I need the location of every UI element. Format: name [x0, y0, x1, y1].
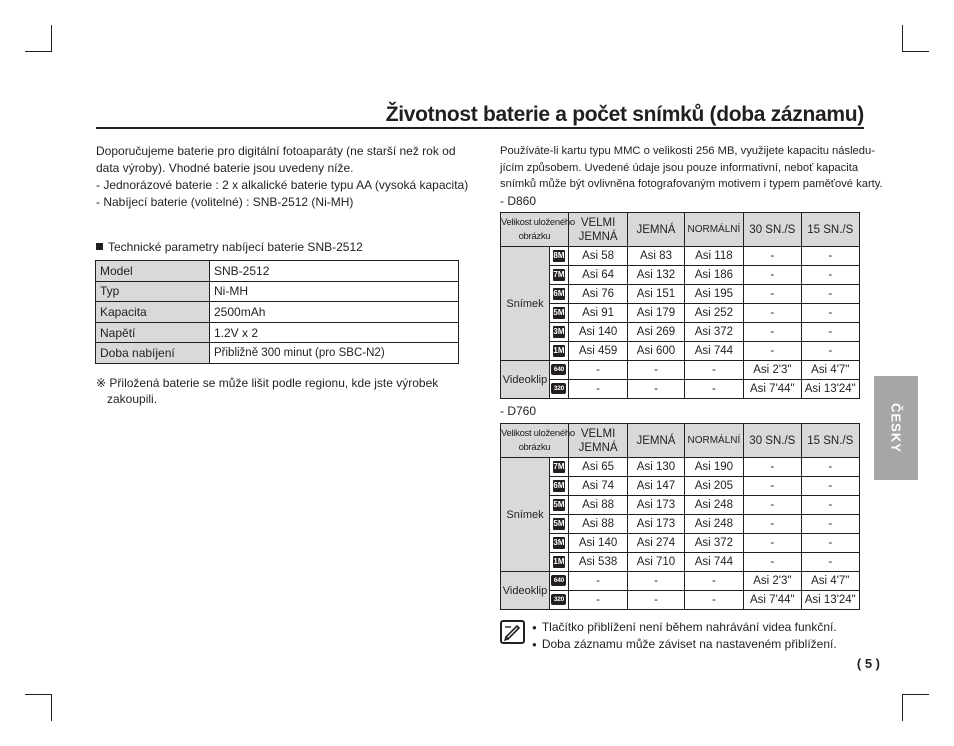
cell-normal: -	[684, 380, 743, 399]
col-header-15fps: 15 SN./S	[801, 424, 859, 458]
cell-fine: Asi 147	[628, 477, 684, 496]
table-header-row	[501, 213, 860, 247]
cell-fine: Asi 179	[628, 304, 684, 323]
cell-fps30: Asi 2'3"	[744, 361, 801, 380]
cell-fine: Asi 130	[628, 458, 684, 477]
cell-fps30: -	[744, 323, 801, 342]
table-row	[501, 247, 860, 266]
intro-line: Používáte-li kartu typu MMC o velikosti 256 MB, využijete kapacitu následu-	[500, 145, 875, 157]
size-icon-cell	[550, 591, 569, 610]
crop-mark-top-left-v	[51, 25, 52, 52]
cell-vfine: Asi 538	[568, 553, 627, 572]
note-text: Přiložená baterie se může lišit podle regionu, kde jste výrobek	[109, 376, 439, 390]
header-text: obrázku	[518, 441, 551, 453]
cell-normal: Asi 118	[684, 247, 743, 266]
intro-line: jícím způsobem. Uvedené údaje jsou pouze informativní, neboť kapacita	[500, 161, 859, 174]
cell-fps15: -	[801, 323, 859, 342]
cell-fps30: -	[744, 515, 801, 534]
cell-vfine: -	[568, 361, 627, 380]
spec-heading	[96, 240, 363, 254]
table-body	[501, 247, 860, 399]
tips-list	[532, 619, 837, 653]
cell-fps15: -	[801, 247, 859, 266]
table-row	[501, 591, 860, 610]
size-icon-cell	[550, 477, 569, 496]
cell-normal: Asi 190	[684, 458, 743, 477]
table-row	[96, 343, 459, 364]
col-header-normal: NORMÁLNÍ	[684, 424, 743, 458]
spec-value: Přibližně 300 minut (pro SBC-N2)	[210, 343, 459, 364]
row-group-still: Snímek	[501, 247, 550, 361]
table-row	[501, 458, 860, 477]
model-label-d860: - D860	[500, 194, 537, 208]
note-pencil-icon-svg	[502, 622, 523, 642]
movie-size-icon: 640	[551, 575, 566, 586]
spec-label: Model	[96, 261, 210, 282]
cell-fps30: Asi 7'44"	[744, 591, 801, 610]
cell-fps15: -	[801, 458, 859, 477]
spec-label: Doba nabíjení	[96, 343, 210, 364]
image-size-icon: 3M	[553, 326, 565, 336]
cell-fps15: Asi 13'24"	[801, 380, 859, 399]
cell-vfine: -	[568, 591, 627, 610]
cell-fps15: -	[801, 515, 859, 534]
image-size-icon: 5M	[553, 518, 565, 528]
size-icon-cell	[550, 380, 569, 399]
size-icon-cell	[550, 323, 569, 342]
cell-fine: Asi 173	[628, 515, 684, 534]
memory-intro	[500, 143, 883, 193]
cell-fps30: -	[744, 458, 801, 477]
cell-vfine: Asi 58	[568, 247, 627, 266]
table-row	[501, 285, 860, 304]
crop-mark-bottom-left-h	[25, 694, 52, 695]
header-text: JEMNÁ	[578, 230, 618, 243]
spec-value: SNB-2512	[210, 261, 459, 282]
table-row	[96, 322, 459, 343]
image-size-icon: 1M	[553, 345, 565, 355]
cell-normal: Asi 248	[684, 496, 743, 515]
note-pencil-icon	[500, 620, 525, 644]
cell-fps30: Asi 7'44"	[744, 380, 801, 399]
cell-fps15: -	[801, 477, 859, 496]
cell-fps30: -	[744, 266, 801, 285]
spec-label: Napětí	[96, 322, 210, 343]
cell-fps15: Asi 4'7"	[801, 361, 859, 380]
cell-fps30: Asi 2'3"	[744, 572, 801, 591]
image-size-icon: 7M	[553, 461, 565, 471]
header-text: VELMI	[580, 427, 616, 440]
cell-vfine: Asi 65	[568, 458, 627, 477]
col-header-fine: JEMNÁ	[628, 424, 684, 458]
cell-fine: Asi 83	[628, 247, 684, 266]
table-header	[501, 213, 860, 247]
table-row	[501, 572, 860, 591]
movie-size-icon: 320	[551, 594, 566, 605]
table-row	[501, 553, 860, 572]
image-size-icon: 8M	[553, 250, 565, 260]
image-size-icon: 1M	[553, 556, 565, 566]
size-icon-cell	[550, 572, 569, 591]
cell-fine: -	[628, 361, 684, 380]
size-icon-cell	[550, 247, 569, 266]
header-text: Velikost uloženého	[501, 427, 575, 439]
cell-normal: Asi 186	[684, 266, 743, 285]
table-body	[501, 458, 860, 610]
col-header-image-size	[501, 213, 575, 247]
spec-value: 2500mAh	[210, 302, 459, 323]
col-header-30fps: 30 SN./S	[744, 424, 801, 458]
size-icon-cell	[550, 553, 569, 572]
spec-label: Typ	[96, 281, 210, 302]
cell-vfine: Asi 140	[568, 323, 627, 342]
movie-size-icon: 320	[551, 383, 566, 394]
cell-fine: Asi 173	[628, 496, 684, 515]
cell-fps15: -	[801, 342, 859, 361]
cell-fps30: -	[744, 342, 801, 361]
cell-fine: Asi 269	[628, 323, 684, 342]
cell-fps15: -	[801, 534, 859, 553]
row-group-still: Snímek	[501, 458, 550, 572]
table-row	[501, 266, 860, 285]
cell-vfine: Asi 91	[568, 304, 627, 323]
page-number: ( 5 )	[856, 656, 880, 671]
image-size-icon: 5M	[553, 499, 565, 509]
size-icon-cell	[550, 515, 569, 534]
size-icon-cell	[550, 496, 569, 515]
intro-line: Doporučujeme baterie pro digitální fotoaparáty (ne starší než rok od	[96, 144, 456, 158]
row-group-movie: Videoklip	[501, 572, 550, 610]
title-underline	[96, 127, 864, 129]
cell-vfine: -	[568, 380, 627, 399]
table-row	[96, 281, 459, 302]
image-size-icon: 5M	[553, 307, 565, 317]
cell-fps15: -	[801, 266, 859, 285]
size-icon-cell	[550, 534, 569, 553]
capacity-table-d860	[500, 212, 860, 399]
note-text: zakoupili.	[107, 392, 158, 406]
cell-fps30: -	[744, 285, 801, 304]
crop-mark-bottom-right-v	[902, 694, 903, 721]
table-row	[501, 496, 860, 515]
image-size-icon: 6M	[553, 480, 565, 490]
cell-normal: Asi 252	[684, 304, 743, 323]
cell-fine: -	[628, 591, 684, 610]
page-title: Životnost baterie a počet snímků (doba záznamu)	[385, 103, 864, 126]
spec-heading-text: Technické parametry nabíjecí baterie SNB-2512	[108, 240, 363, 254]
crop-mark-top-right-h	[902, 51, 929, 52]
cell-fps15: -	[801, 304, 859, 323]
cell-vfine: Asi 88	[568, 515, 627, 534]
cell-normal: Asi 195	[684, 285, 743, 304]
size-icon-cell	[550, 304, 569, 323]
cell-fine: Asi 151	[628, 285, 684, 304]
cell-normal: Asi 744	[684, 342, 743, 361]
battery-intro	[96, 143, 469, 211]
size-icon-cell	[550, 361, 569, 380]
table-row	[501, 342, 860, 361]
cell-normal: Asi 744	[684, 553, 743, 572]
header-text: JEMNÁ	[578, 441, 618, 454]
cell-vfine: Asi 459	[568, 342, 627, 361]
crop-mark-top-left-h	[25, 51, 52, 52]
cell-fine: -	[628, 572, 684, 591]
cell-fps30: -	[744, 477, 801, 496]
table-row	[501, 534, 860, 553]
list-item: ● Tlačítko přiblížení není během nahrávání videa funkční.	[532, 619, 837, 636]
cell-fps30: -	[744, 304, 801, 323]
movie-size-icon: 640	[551, 364, 566, 375]
cell-fps30: -	[744, 534, 801, 553]
cell-fine: -	[628, 380, 684, 399]
cell-fps15: Asi 4'7"	[801, 572, 859, 591]
cell-fps30: -	[744, 553, 801, 572]
square-bullet-icon	[96, 243, 103, 250]
row-group-movie: Videoklip	[501, 361, 550, 399]
table-row	[501, 304, 860, 323]
capacity-table-d760	[500, 423, 860, 610]
intro-line: snímků může být ovlivněna fotografovaným motivem i typem paměťové karty.	[500, 178, 883, 190]
table-row	[501, 477, 860, 496]
header-text: obrázku	[518, 230, 551, 242]
size-icon-cell	[550, 342, 569, 361]
col-header-image-size	[501, 424, 575, 458]
cell-fine: Asi 710	[628, 553, 684, 572]
spec-value: Ni-MH	[210, 281, 459, 302]
size-icon-cell	[550, 266, 569, 285]
cell-fps15: Asi 13'24"	[801, 591, 859, 610]
table-row	[501, 361, 860, 380]
cell-normal: Asi 205	[684, 477, 743, 496]
cell-fps15: -	[801, 285, 859, 304]
reference-mark-icon: ※	[96, 376, 107, 390]
size-icon-cell	[550, 285, 569, 304]
model-label-d760: - D760	[500, 404, 537, 418]
table-row	[501, 323, 860, 342]
intro-line: - Nabíjecí baterie (volitelné) : SNB-2512 (Ni-MH)	[96, 195, 354, 209]
cell-vfine: Asi 140	[568, 534, 627, 553]
cell-vfine: Asi 74	[568, 477, 627, 496]
intro-line: - Jednorázové baterie : 2 x alkalické baterie typu AA (vysoká kapacita)	[96, 178, 469, 192]
col-header-very-fine	[568, 213, 627, 247]
cell-fine: Asi 132	[628, 266, 684, 285]
image-size-icon: 6M	[553, 288, 565, 298]
spec-value: 1.2V x 2	[210, 322, 459, 343]
cell-fps15: -	[801, 496, 859, 515]
table-row	[501, 515, 860, 534]
list-item: ● Doba záznamu může záviset na nastaveném přiblížení.	[532, 636, 837, 653]
col-header-30fps: 30 SN./S	[744, 213, 801, 247]
cell-normal: -	[684, 591, 743, 610]
cell-normal: -	[684, 361, 743, 380]
image-size-icon: 3M	[553, 537, 565, 547]
cell-vfine: Asi 64	[568, 266, 627, 285]
cell-fine: Asi 600	[628, 342, 684, 361]
header-text: VELMI	[580, 216, 616, 229]
cell-vfine: Asi 88	[568, 496, 627, 515]
table-header-row	[501, 424, 860, 458]
table-row	[96, 302, 459, 323]
table-row	[501, 380, 860, 399]
table-row	[96, 261, 459, 282]
spec-label: Kapacita	[96, 302, 210, 323]
cell-fps30: -	[744, 496, 801, 515]
header-text: Velikost uloženého	[501, 216, 575, 228]
table-header	[501, 424, 860, 458]
cell-vfine: -	[568, 572, 627, 591]
cell-normal: Asi 372	[684, 534, 743, 553]
cell-normal: -	[684, 572, 743, 591]
cell-fine: Asi 274	[628, 534, 684, 553]
battery-note	[96, 375, 466, 407]
size-icon-cell	[550, 458, 569, 477]
cell-vfine: Asi 76	[568, 285, 627, 304]
col-header-fine: JEMNÁ	[628, 213, 684, 247]
crop-mark-bottom-right-h	[902, 694, 929, 695]
intro-line: data výroby). Vhodné baterie jsou uvedeny níže.	[96, 161, 354, 175]
crop-mark-top-right-v	[902, 25, 903, 52]
col-header-15fps: 15 SN./S	[801, 213, 859, 247]
col-header-normal: NORMÁLNÍ	[684, 213, 743, 247]
battery-spec-table	[95, 260, 459, 364]
crop-mark-bottom-left-v	[51, 694, 52, 721]
cell-normal: Asi 248	[684, 515, 743, 534]
language-tab-label: ČESKY	[888, 403, 904, 453]
cell-fps15: -	[801, 553, 859, 572]
image-size-icon: 7M	[553, 269, 565, 279]
col-header-very-fine	[568, 424, 627, 458]
cell-normal: Asi 372	[684, 323, 743, 342]
cell-fps30: -	[744, 247, 801, 266]
